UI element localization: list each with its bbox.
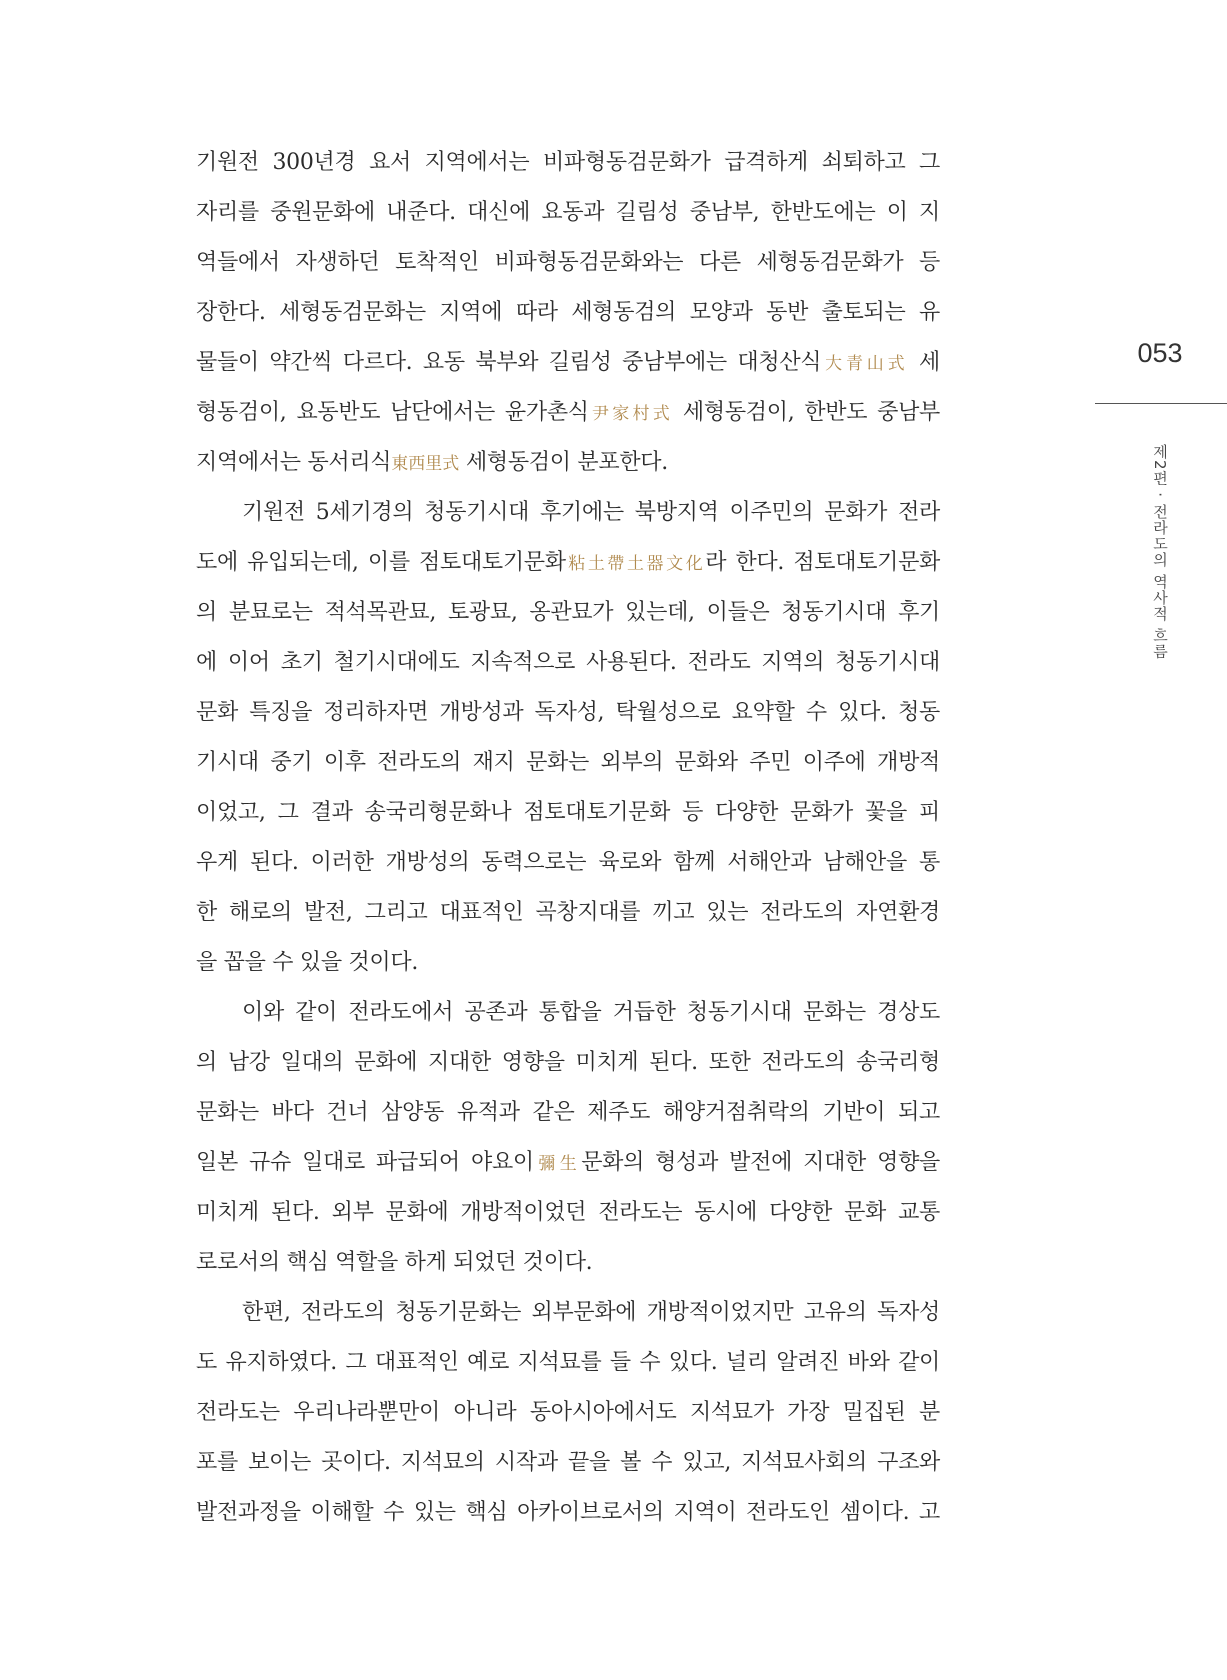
- text-segment: 을 꼽을 수 있을 것이다.: [196, 950, 419, 975]
- text-line: [196, 1388, 940, 1438]
- text-line: [196, 238, 940, 288]
- text-segment: 세형동검이 분포한다.: [459, 450, 668, 475]
- text-line: [196, 388, 940, 438]
- text-segment: 문화는 바다 건너 삼양동 유적과 같은 제주도 해양거점취락의 기반이 되고: [196, 1100, 940, 1125]
- paragraph: [196, 488, 940, 988]
- paragraph: [196, 988, 940, 1288]
- text-line: [196, 788, 940, 838]
- text-line: [196, 338, 940, 388]
- text-segment: 도에 유입되는데, 이를 점토대토기문화: [196, 550, 566, 575]
- text-line: [196, 438, 940, 488]
- paragraph: [196, 138, 940, 488]
- text-line: [196, 1488, 940, 1538]
- text-line: [196, 1188, 940, 1238]
- text-line: [196, 888, 940, 938]
- text-line: [196, 938, 940, 988]
- text-segment: 로로서의 핵심 역할을 하게 되었던 것이다.: [196, 1250, 593, 1275]
- page-rule-divider: [1095, 403, 1227, 404]
- text-segment: 한 해로의 발전, 그리고 대표적인 곡창지대를 끼고 있는 전라도의 자연환경: [196, 900, 940, 925]
- hanja-annotation: 尹家村式: [588, 404, 673, 424]
- text-segment: 에 이어 초기 철기시대에도 지속적으로 사용된다. 전라도 지역의 청동기시대: [196, 650, 940, 675]
- text-segment: 지역에서는 동서리식: [196, 450, 392, 475]
- running-section-title: 제2편 · 전라도의 역사적 흐름: [1151, 444, 1169, 660]
- body-text: [196, 138, 940, 1538]
- text-segment: 세: [908, 350, 940, 375]
- text-segment: 미치게 된다. 외부 문화에 개방적이었던 전라도는 동시에 다양한 문화 교통: [196, 1200, 940, 1225]
- text-line: [196, 188, 940, 238]
- text-line: [196, 488, 940, 538]
- hanja-annotation: 大青山式: [821, 354, 909, 374]
- text-segment: 이었고, 그 결과 송국리형문화나 점토대토기문화 등 다양한 문화가 꽃을 피: [196, 800, 940, 825]
- text-segment: 세형동검이, 한반도 중남부: [672, 400, 940, 425]
- text-line: [196, 588, 940, 638]
- text-segment: 전라도는 우리나라뿐만이 아니라 동아시아에서도 지석묘가 가장 밀집된 분: [196, 1400, 940, 1425]
- text-line: [196, 538, 940, 588]
- text-segment: 우게 된다. 이러한 개방성의 동력으로는 육로와 함께 서해안과 남해안을 통: [196, 850, 940, 875]
- hanja-annotation: 粘土帶土器文化: [565, 554, 706, 574]
- text-segment: 기시대 중기 이후 전라도의 재지 문화는 외부의 문화와 주민 이주에 개방적: [196, 750, 940, 775]
- text-segment: 도 유지하였다. 그 대표적인 예로 지석묘를 들 수 있다. 널리 알려진 바와 같이: [196, 1350, 940, 1375]
- text-line: [196, 988, 940, 1038]
- text-segment: 일본 규슈 일대로 파급되어 야요이: [196, 1150, 534, 1175]
- text-segment: 이와 같이 전라도에서 공존과 통합을 거듭한 청동기시대 문화는 경상도: [242, 1000, 940, 1025]
- text-segment: 문화 특징을 정리하자면 개방성과 독자성, 탁월성으로 요약할 수 있다. 청동: [196, 700, 940, 725]
- text-segment: 포를 보이는 곳이다. 지석묘의 시작과 끝을 볼 수 있고, 지석묘사회의 구조와: [196, 1450, 940, 1475]
- text-segment: 의 분묘로는 적석목관묘, 토광묘, 옹관묘가 있는데, 이들은 청동기시대 후기: [196, 600, 940, 625]
- text-line: [196, 738, 940, 788]
- text-segment: 기원전 5세기경의 청동기시대 후기에는 북방지역 이주민의 문화가 전라: [242, 500, 940, 525]
- text-segment: 자리를 중원문화에 내준다. 대신에 요동과 길림성 중남부, 한반도에는 이 지: [196, 200, 940, 225]
- text-segment: 물들이 약간씩 다르다. 요동 북부와 길림성 중남부에는 대청산식: [196, 350, 822, 375]
- text-line: [196, 688, 940, 738]
- text-segment: 의 남강 일대의 문화에 지대한 영향을 미치게 된다. 또한 전라도의 송국리형: [196, 1050, 940, 1075]
- text-segment: 발전과정을 이해할 수 있는 핵심 아카이브로서의 지역이 전라도인 셈이다. 고: [196, 1500, 940, 1525]
- text-segment: 형동검이, 요동반도 남단에서는 윤가촌식: [196, 400, 589, 425]
- text-line: [196, 638, 940, 688]
- text-segment: 한편, 전라도의 청동기문화는 외부문화에 개방적이었지만 고유의 독자성: [242, 1300, 940, 1325]
- text-line: [196, 1138, 940, 1188]
- text-segment: 라 한다. 점토대토기문화: [705, 550, 941, 575]
- hanja-annotation: 東西里式: [391, 454, 460, 474]
- text-line: [196, 138, 940, 188]
- text-line: [196, 1438, 940, 1488]
- text-line: [196, 1238, 940, 1288]
- paragraph: [196, 1288, 940, 1538]
- text-line: [196, 288, 940, 338]
- hanja-annotation: 彌生: [533, 1154, 582, 1174]
- text-line: [196, 1288, 940, 1338]
- text-line: [196, 1038, 940, 1088]
- text-line: [196, 838, 940, 888]
- text-line: [196, 1338, 940, 1388]
- text-segment: 문화의 형성과 발전에 지대한 영향을: [581, 1150, 940, 1175]
- text-segment: 역들에서 자생하던 토착적인 비파형동검문화와는 다른 세형동검문화가 등: [196, 250, 940, 275]
- page-number: 053: [1137, 338, 1183, 368]
- text-segment: 기원전 300년경 요서 지역에서는 비파형동검문화가 급격하게 쇠퇴하고 그: [196, 150, 940, 175]
- text-segment: 장한다. 세형동검문화는 지역에 따라 세형동검의 모양과 동반 출토되는 유: [196, 300, 940, 325]
- text-line: [196, 1088, 940, 1138]
